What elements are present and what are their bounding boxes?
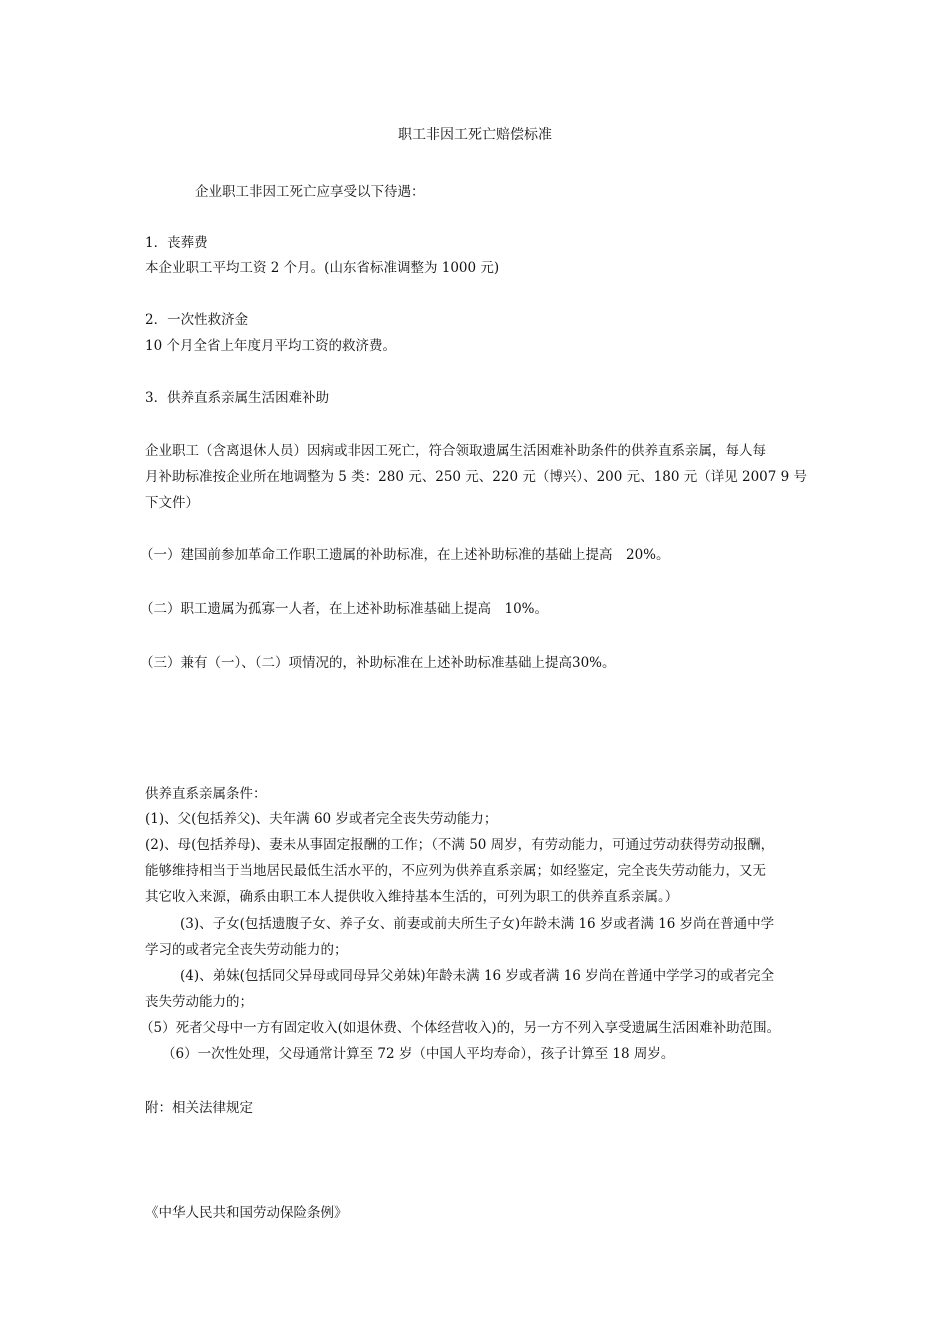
condition-2-line-3: 其它收入来源，确系由职工本人提供收入维持基本生活的，可列为职工的供养直系亲属。）: [145, 889, 679, 905]
document-title: 职工非因工死亡赔偿标准: [398, 127, 552, 143]
condition-4-line-2: 丧失劳动能力的；: [145, 994, 253, 1010]
section-2-heading: 2．一次性救济金: [145, 312, 249, 328]
appendix-label: 附：相关法律规定: [145, 1100, 253, 1116]
condition-3-line-1: (3)、子女(包括遗腹子女、养子女、前妻或前夫所生子女)年龄未满 16 岁或者满 16 岁尚在普通中学: [180, 916, 775, 932]
law-title: 《中华人民共和国劳动保险条例》: [145, 1205, 348, 1221]
supplement-item-2: （二）职工遗属为孤寡一人者，在上述补助标准基础上提高 10%。: [140, 601, 549, 617]
condition-4-line-1: (4)、弟妹(包括同父异母或同母异父弟妹)年龄未满 16 岁或者满 16 岁尚在普通中学学习的或者完全: [180, 968, 775, 984]
condition-2-line-1: (2)、母(包括养母)、妻未从事固定报酬的工作；（不满 50 周岁，有劳动能力，可通过劳动获得劳动报酬，: [145, 837, 775, 853]
condition-1: (1)、父(包括养父)、夫年满 60 岁或者完全丧失劳动能力；: [145, 811, 498, 827]
section-1-body: 本企业职工平均工资 2 个月。(山东省标准调整为 1000 元): [145, 260, 500, 276]
section-3-paragraph-line-3: 下文件）: [145, 495, 199, 511]
condition-2-line-2: 能够维持相当于当地居民最低生活水平的，不应列为供养直系亲属；如经鉴定，完全丧失劳动能力，又无: [145, 863, 766, 879]
supplement-item-1: （一）建国前参加革命工作职工遗属的补助标准，在上述补助标准的基础上提高 20%。: [140, 547, 670, 563]
section-3-heading: 3．供养直系亲属生活困难补助: [145, 390, 330, 406]
conditions-heading: 供养直系亲属条件：: [145, 786, 267, 802]
section-1-heading: 1．丧葬费: [145, 235, 208, 251]
intro-text: 企业职工非因工死亡应享受以下待遇：: [195, 184, 425, 200]
condition-5: （5）死者父母中一方有固定收入(如退休费、个体经营收入)的，另一方不列入享受遗属生活困难补助范围。: [140, 1020, 781, 1036]
section-2-body: 10 个月全省上年度月平均工资的救济费。: [145, 338, 396, 354]
section-3-paragraph-line-2: 月补助标准按企业所在地调整为 5 类：280 元、250 元、220 元（博兴）、200 元、180 元（详见 2007 9 号: [145, 469, 808, 485]
condition-6: （6）一次性处理，父母通常计算至 72 岁（中国人平均寿命），孩子计算至 18 周岁。: [162, 1046, 675, 1062]
condition-3-line-2: 学习的或者完全丧失劳动能力的；: [145, 942, 348, 958]
section-3-paragraph-line-1: 企业职工（含离退休人员）因病或非因工死亡，符合领取遗属生活困难补助条件的供养直系亲属，每人每: [145, 443, 766, 459]
supplement-item-3: （三）兼有（一）、（二）项情况的，补助标准在上述补助标准基础上提高30%。: [140, 655, 616, 671]
